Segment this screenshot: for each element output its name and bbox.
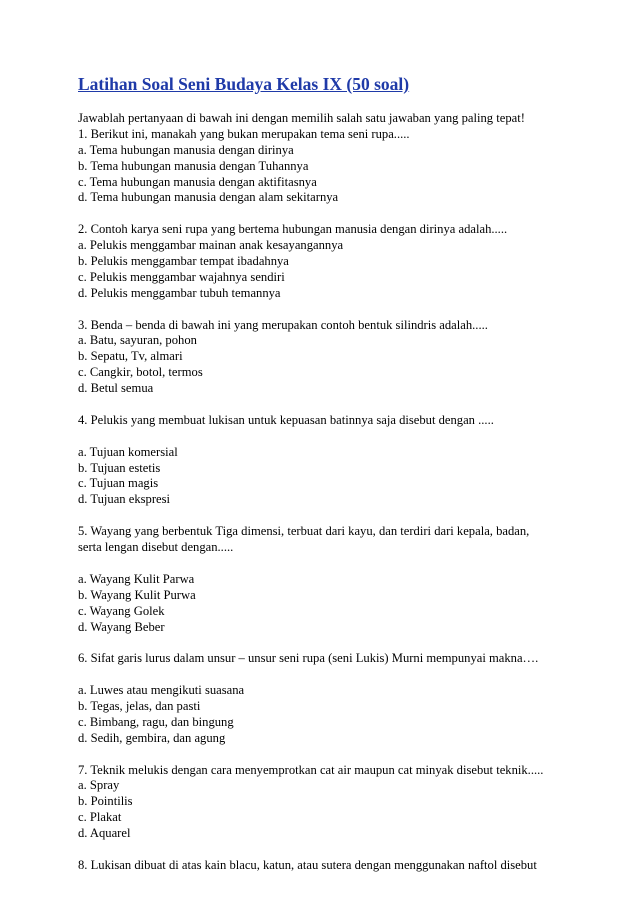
question-spacer <box>78 508 578 524</box>
question-block <box>78 524 578 635</box>
question-text: 8. Lukisan dibuat di atas kain blacu, katun, atau sutera dengan menggunakan naftol disebut <box>78 857 537 872</box>
answer-option: c. Plakat <box>78 810 122 825</box>
question-spacer <box>78 397 578 413</box>
answer-option: d. Tujuan ekspresi <box>78 492 171 507</box>
question-block <box>78 763 578 842</box>
answer-option: a. Batu, sayuran, pohon <box>78 333 197 348</box>
answer-option: c. Tujuan magis <box>78 476 159 491</box>
question-spacer <box>78 747 578 763</box>
question-text: 1. Berikut ini, manakah yang bukan merupakan tema seni rupa..... <box>78 126 410 141</box>
question-block <box>78 318 578 397</box>
question-text: serta lengan disebut dengan..... <box>78 540 234 555</box>
answer-option: b. Sepatu, Tv, almari <box>78 349 183 364</box>
answer-option: a. Pelukis menggambar mainan anak kesayangannya <box>78 238 344 253</box>
question-text: 3. Benda – benda di bawah ini yang merupakan contoh bentuk silindris adalah..... <box>78 317 488 332</box>
question-text: 7. Teknik melukis dengan cara menyemprotkan cat air maupun cat minyak disebut teknik..... <box>78 762 544 777</box>
answer-option: d. Tema hubungan manusia dengan alam sekitarnya <box>78 190 339 205</box>
answer-option: d. Wayang Beber <box>78 619 165 634</box>
question-block <box>78 651 578 746</box>
question-block <box>78 858 578 874</box>
answer-option: b. Pelukis menggambar tempat ibadahnya <box>78 254 289 269</box>
options-spacer <box>78 556 578 572</box>
answer-option: a. Luwes atau mengikuti suasana <box>78 683 245 698</box>
question-text: 4. Pelukis yang membuat lukisan untuk kepuasan batinnya saja disebut dengan ..... <box>78 412 494 427</box>
answer-option: c. Pelukis menggambar wajahnya sendiri <box>78 269 285 284</box>
question-list <box>78 111 578 874</box>
answer-option: d. Sedih, gembira, dan agung <box>78 730 226 745</box>
question-block <box>78 222 578 301</box>
question-spacer <box>78 206 578 222</box>
instruction-text: Jawablah pertanyaan di bawah ini dengan memilih salah satu jawaban yang paling tepat! <box>78 111 525 125</box>
answer-option: a. Spray <box>78 778 120 793</box>
answer-option: c. Wayang Golek <box>78 603 165 618</box>
question-text: 2. Contoh karya seni rupa yang bertema hubungan manusia dengan dirinya adalah..... <box>78 222 508 237</box>
answer-option: d. Aquarel <box>78 826 131 841</box>
options-spacer <box>78 667 578 683</box>
answer-option: a. Wayang Kulit Parwa <box>78 571 195 586</box>
question-block <box>78 413 578 508</box>
answer-option: c. Bimbang, ragu, dan bingung <box>78 714 234 729</box>
answer-option: b. Tujuan estetis <box>78 460 161 475</box>
answer-option: b. Tegas, jelas, dan pasti <box>78 698 201 713</box>
answer-option: c. Tema hubungan manusia dengan aktifitasnya <box>78 174 317 189</box>
question-text: 5. Wayang yang berbentuk Tiga dimensi, terbuat dari kayu, dan terdiri dari kepala, badan, <box>78 524 530 539</box>
answer-option: c. Cangkir, botol, termos <box>78 365 203 380</box>
question-spacer <box>78 302 578 318</box>
answer-option: d. Betul semua <box>78 381 154 396</box>
options-spacer <box>78 429 578 445</box>
question-block <box>78 127 578 206</box>
answer-option: b. Wayang Kulit Purwa <box>78 587 196 602</box>
page-title: Latihan Soal Seni Budaya Kelas IX (50 soal) <box>78 74 410 94</box>
question-text: 6. Sifat garis lurus dalam unsur – unsur seni rupa (seni Lukis) Murni mempunyai makna…. <box>78 651 539 666</box>
question-spacer <box>78 842 578 858</box>
answer-option: b. Tema hubungan manusia dengan Tuhannya <box>78 158 309 173</box>
answer-option: b. Pointilis <box>78 794 133 809</box>
answer-option: a. Tujuan komersial <box>78 444 178 459</box>
answer-option: a. Tema hubungan manusia dengan dirinya <box>78 142 294 157</box>
answer-option: d. Pelukis menggambar tubuh temannya <box>78 285 281 300</box>
question-spacer <box>78 635 578 651</box>
